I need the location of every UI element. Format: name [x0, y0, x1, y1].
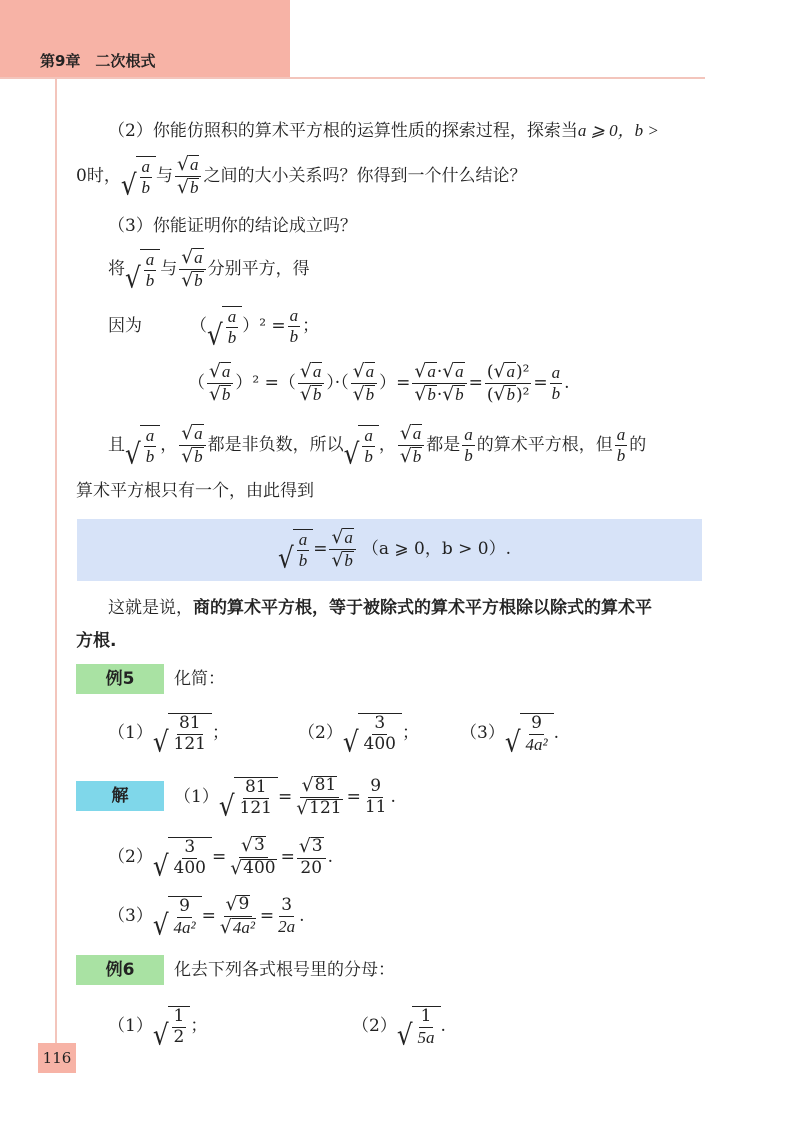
page-number: 116 — [38, 1043, 76, 1073]
because-line: 因为 （ √ $\frac{a}{b}$ ）² = $\frac{a}{b}$ ； — [108, 306, 320, 352]
question-3: （3）你能证明你的结论成立吗？ — [108, 216, 357, 236]
quotient-rule-formula: √ $\frac{a}{b}$ = √ a √ b （a ⩾ 0，b > 0）. — [278, 527, 512, 575]
solution-item-3: （3） √ $\frac{9}{\text{4a²}}$ = √ 9 √ 4a² = $\frac{3}{2a}$ . — [108, 894, 305, 942]
example-6-task: 化去下列各式根号里的分母： — [174, 960, 395, 980]
example-5-item-1: （1） √ $\frac{81}{121}$ ； — [108, 713, 229, 759]
therefore-line: 算术平方根只有一个，由此得到 — [76, 481, 314, 501]
solution-tag: 解 — [76, 781, 164, 811]
example-6-item-1: （1） √ $\frac{1}{2}$ ； — [108, 1006, 208, 1052]
chapter-title: 第9章 二次根式 — [40, 52, 156, 70]
sqrt-a-over-b: √ $\frac{a}{b}$ — [121, 156, 156, 197]
frac-sqrta-sqrtb: √ a √ b — [175, 155, 201, 198]
example-5-task: 化简： — [174, 669, 225, 689]
solution-item-2: （2） √ $\frac{3}{400}$ = √ 3 √ 400 = √ 3 20 . — [108, 835, 334, 883]
example-5-tag: 例5 — [76, 664, 164, 694]
square-step: 将 √ $\frac{a}{b}$ 与 √ a √ b 分别平方，得 — [108, 247, 310, 295]
left-margin-rule — [55, 77, 57, 1047]
nonnegative-line: 且 √ $\frac{a}{b}$ ， √ a √ b 都是非负数，所以 √ $\frac{a}{b}$ ， √ a √ b 都是 $\frac{a}{b}$ 的算术平方根，但 $\frac{a}{b}$ 的 — [108, 423, 647, 471]
question-2-line1: （2）你能仿照积的算术平方根的运算性质的探索过程，探索当a ⩾ 0，b > — [108, 121, 659, 141]
example-6-item-2: （2） √ $\frac{1}{5a}$ . — [352, 1006, 446, 1052]
example-5-item-3: （3） √ $\frac{9}{\text{4a²}}$ . — [460, 713, 560, 759]
solution-item-1: （1） √ $\frac{81}{121}$ = √ 81 √ 121 = $\frac{9}{11}$ . — [174, 775, 396, 823]
conclusion-line1: 这就是说，商的算术平方根，等于被除式的算术平方根除以除式的算术平 — [108, 598, 652, 618]
example-6-tag: 例6 — [76, 955, 164, 985]
expansion-line: （ √ a √ b ）² =（ √ a √ b ）·（ √ a √ b ）= √ a · √ a √ b · √ b = ( √ a )² ( √ b )² = $\frac{a}{b}$ . — [188, 361, 570, 405]
conclusion-line2: 方根. — [76, 631, 117, 651]
header-divider — [0, 77, 705, 79]
example-5-item-2: （2） √ $\frac{3}{400}$ ； — [298, 713, 419, 759]
question-2-line2: 0时， √ $\frac{a}{b}$ 与 √ a √ b 之间的大小关系吗？你得到一个什么结论？ — [76, 154, 527, 202]
